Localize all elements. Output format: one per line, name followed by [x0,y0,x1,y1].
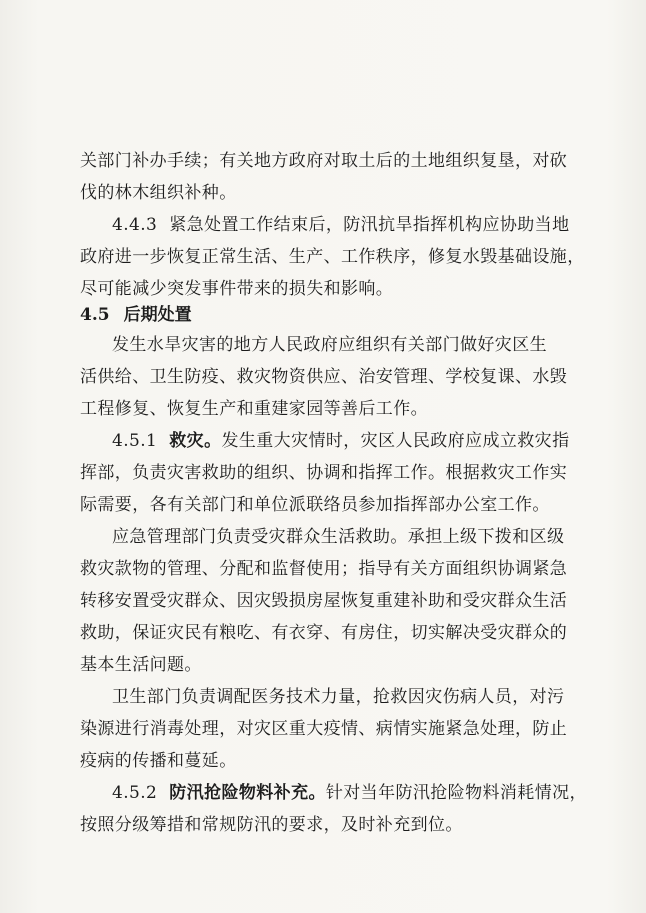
paragraph-line: 基本生活问题。 [80,655,202,675]
section-heading [80,305,192,325]
paragraph-text: 发生重大灾情时，灾区人民政府应成立救灾指 [221,431,570,451]
paragraph-line: 疫病的传播和蔓延。 [80,751,237,771]
paragraph-line: 际需要，各有关部门和单位派联络员参加指挥部办公室工作。 [80,495,550,515]
section-title: 后期处置 [123,305,192,325]
section-title: 防汛抢险物料补充。 [169,783,326,803]
paragraph-line: 活供给、卫生防疫、救灾物资供应、治安管理、学校复课、水毁 [80,367,568,387]
paragraph-line: 伐的林木组织补种。 [80,183,237,203]
section-number: 4.5.2 [112,783,158,803]
paragraph-line: 尽可能减少突发事件带来的损失和影响。 [80,279,394,299]
paragraph-line [112,431,569,451]
section-number: 4.5 [80,305,110,325]
paragraph-line [112,783,587,803]
paragraph-line: 政府进一步恢复正常生活、生产、工作秩序，修复水毁基础设施， [80,247,585,267]
section-number: 4.4.3 [112,215,158,235]
paragraph-text: 针对当年防汛抢险物料消耗情况， [325,783,587,803]
paragraph-line: 工程修复、恢复生产和重建家园等善后工作。 [80,399,428,419]
paragraph-line: 卫生部门负责调配医务技术力量，抢救因灾伤病人员，对污 [112,687,565,707]
paragraph-line [112,215,569,235]
section-title: 救灾。 [169,431,222,451]
paragraph-text: 紧急处置工作结束后，防汛抗旱指挥机构应协助当地 [169,215,570,235]
paragraph-line: 染源进行消毒处理，对灾区重大疫情、病情实施紧急处理，防止 [80,719,568,739]
paragraph-line: 救助，保证灾民有粮吃、有衣穿、有房住，切实解决受灾群众的 [80,623,568,643]
section-number: 4.5.1 [112,431,158,451]
paragraph-line: 应急管理部门负责受灾群众生活救助。承担上级下拨和区级 [112,527,565,547]
paragraph-line: 发生水旱灾害的地方人民政府应组织有关部门做好灾区生 [112,335,547,355]
paragraph-line: 挥部，负责灾害救助的组织、协调和指挥工作。根据救灾工作实 [80,463,568,483]
paragraph-line: 转移安置受灾群众、因灾毁损房屋恢复重建补助和受灾群众生活 [80,591,568,611]
paragraph-line: 关部门补办手续；有关地方政府对取土后的土地组织复垦，对砍 [80,151,568,171]
paragraph-line: 救灾款物的管理、分配和监督使用；指导有关方面组织协调紧急 [80,559,568,579]
paragraph-line: 按照分级筹措和常规防汛的要求，及时补充到位。 [80,815,463,835]
